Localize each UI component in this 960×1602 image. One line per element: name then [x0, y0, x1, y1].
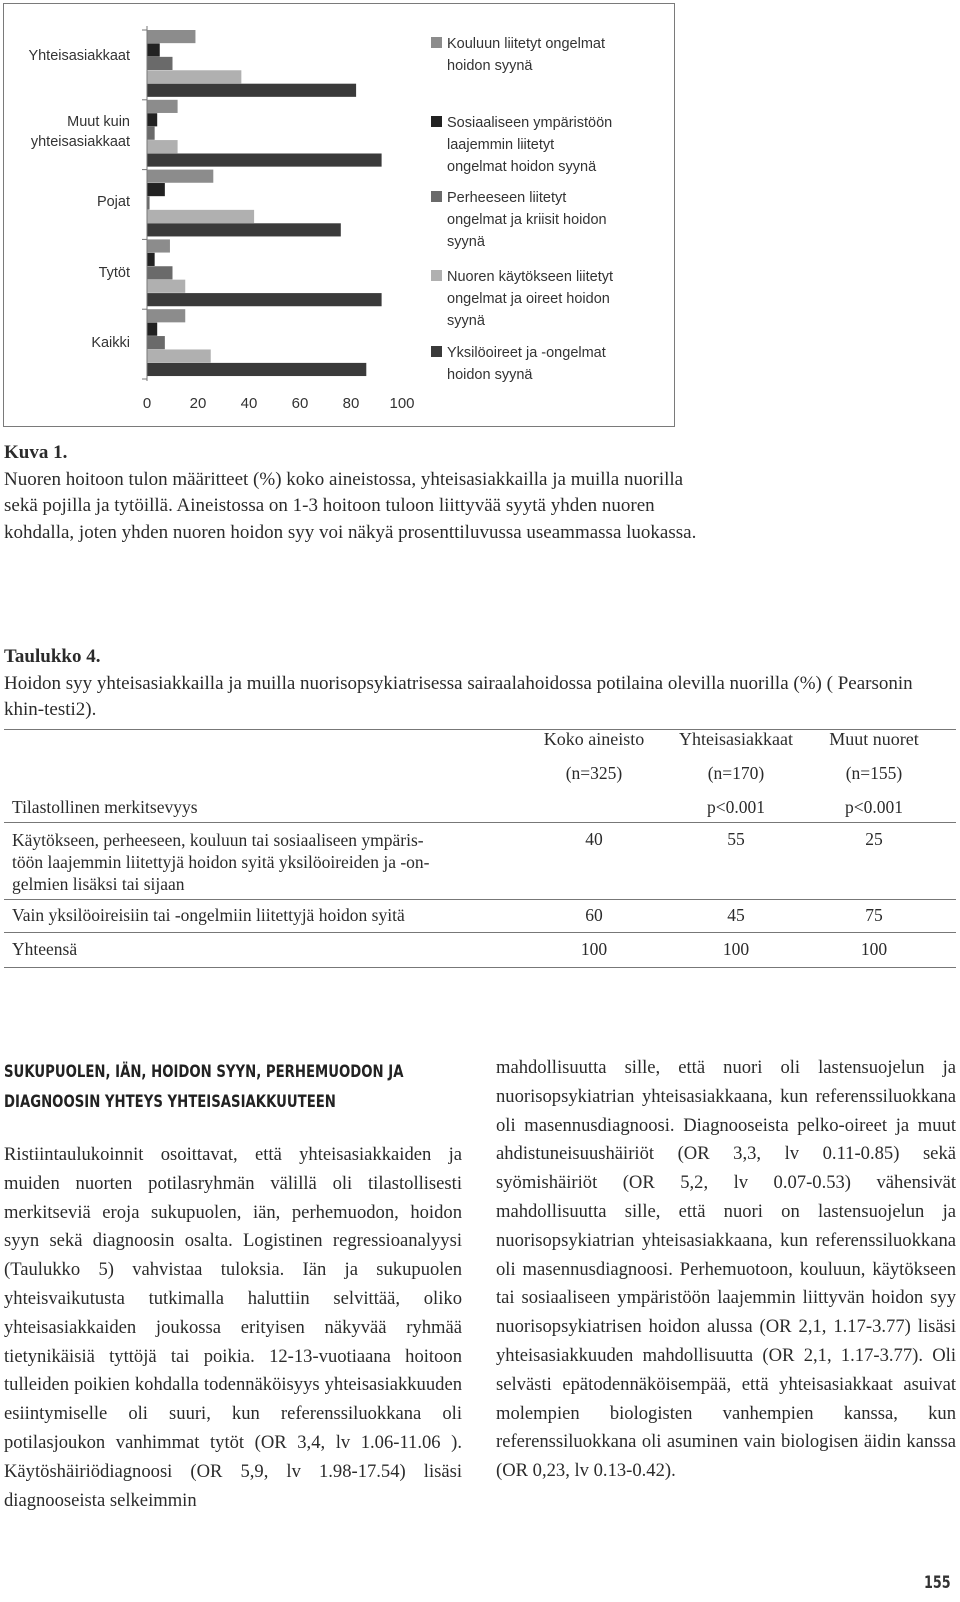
table-significance-label: Tilastollinen merkitsevyys — [12, 797, 198, 817]
figure-caption-text: Nuoren hoitoon tulon määritteet (%) koko aineistossa, yhteisasiakkailla ja muilla nuorilla sekä pojilla ja tytöillä. Aineistossa on 1-3 hoitoon tuloon liittyvää syytä yhden nuoren kohdalla, joten yhden nuoren hoidon syy voi näkyä prosenttiluvussa useammassa luokassa. — [4, 468, 697, 543]
legend-swatch — [431, 270, 442, 281]
category-label: Kaikki — [91, 335, 130, 351]
body-paragraph-left: Ristiintaulukoinnit osoittavat, että yhteisasiakkaiden ja muiden nuorten potilasryhmän välillä oli tilastollisesti merkitseviä eroja sukupuolen, iän, perhemuodon, hoidon syyn sekä diagnoosin osalta. Logistinen regressioanalyysi (Taulukko 5) vahvistaa tuloksia. Iän ja sukupuolen yhteisvaikutusta tutkimalla haluttiin selvittää, oliko yhteisasiakkaiden joukossa erityisen näkyvää ryhmää tietynikäisiä tyttöjä tai poikia. 12-13-vuotiaana hoitoon tulleiden poikien kohdalla todennäköisyys yhteisasiakkuuden esiintymiselle oli suuri, kun referenssiluokkana oli potilasjoukon vanhimmat tytöt (OR 3,4, lv 1.06-11.06 ). Käytöshäiriödiagnoosi (OR 5,9, lv 1.98-17.54) lisäsi diagnooseista selkeimmin — [4, 1144, 462, 1511]
bar — [147, 100, 178, 113]
bar-chart — [4, 4, 676, 428]
table-row-1-label — [12, 829, 430, 895]
table-bottom-rule — [4, 967, 956, 968]
bar — [147, 363, 366, 376]
table-rule — [4, 822, 956, 823]
bar — [147, 113, 157, 126]
legend-label: syynä — [447, 313, 485, 329]
category-label: Pojat — [96, 194, 130, 210]
legend-label: ongelmat ja oireet hoidon — [447, 291, 610, 307]
legend-label: hoidon syynä — [447, 367, 533, 383]
table-row-3-col-3: 100 — [860, 939, 888, 959]
legend-label: laajemmin liitetyt — [447, 137, 555, 153]
legend-label: Yksilöoireet ja -ongelmat — [447, 345, 606, 361]
section-heading-line: SUKUPUOLEN, IÄN, HOIDON SYYN, PERHEMUODON JA — [4, 1062, 404, 1082]
bar — [147, 280, 185, 293]
legend-label: ongelmat hoidon syynä — [447, 159, 597, 175]
table-count-col-1: (n=325) — [565, 763, 623, 783]
table-row-3-label: Yhteensä — [12, 939, 78, 959]
legend-swatch — [431, 37, 442, 48]
bar — [147, 153, 382, 166]
table-row-3-col-2: 100 — [722, 939, 750, 959]
section-heading-line: DIAGNOOSIN YHTEYS YHTEISASIAKKUUTEEN — [4, 1092, 336, 1112]
table-caption-label: Taulukko 4. — [4, 646, 101, 667]
table-count-col-3: (n=155) — [845, 763, 903, 783]
body-paragraph-right: mahdollisuutta sille, että nuori oli lastensuojelun ja nuorisopsykiatrian yhteisasiakkaana, kun referenssiluokkana oli masennusdiagnoosi. Diagnooseista pelko-oireet ja muut ahdistuneisuushäiriöt (OR 3,3, lv 0.11-0.85) sekä syömishäiriöt (OR 5,2, lv 0.07-0.53) vähensivät mahdollisuutta sille, että nuori on lastensuojelun ja nuorisopsykiatrian yhteisasiakkaana, kun referenssiluokkana oli masennusdiagnoosi. Perhemuotoon, kouluun, käytökseen tai sosiaaliseen ympäristöön laajemmin liittyvän hoidon syy nuorisopsykiatrisen hoidon alussa (OR 2,1, 1.17-3.77) lisäsi yhteisasiakkuuden mahdollisuutta (OR 2,1, 1.17-3.77). Oli selvästi epätodennäköisempää, että yhteisasiakkaat asuivat molempien biologisten vanhempien kanssa, kun referenssiluokkana oli asuminen vain biologisen äidin kanssa (OR 0,23, lv 0.13-0.42). — [496, 1057, 956, 1482]
category-label: Muut kuin — [67, 114, 130, 130]
x-tick-label: 80 — [342, 395, 360, 412]
bar — [147, 309, 185, 322]
legend-swatch — [431, 346, 442, 357]
bar — [147, 57, 173, 70]
legend-label: Sosiaaliseen ympäristöön — [447, 115, 613, 131]
table-row-2-label: Vain yksilöoireisiin tai -ongelmiin liitettyjä hoidon syitä — [12, 905, 405, 925]
table-row-1-col-1: 40 — [585, 829, 603, 849]
table-header-col-1: Koko aineisto — [543, 729, 645, 749]
table-rule — [4, 932, 956, 933]
table-row-3-col-1: 100 — [580, 939, 608, 959]
bar — [147, 84, 356, 97]
table-rule — [4, 899, 956, 900]
table-row-1-col-2: 55 — [727, 829, 745, 849]
table-row-1-label-line: gelmien lisäksi tai sijaan — [12, 874, 185, 894]
table-row-1-col-3: 25 — [865, 829, 883, 849]
table-caption — [4, 644, 954, 724]
bar — [147, 323, 157, 336]
table-row-2-col-3: 75 — [865, 905, 883, 925]
table-row-2-col-2: 45 — [727, 905, 745, 925]
legend-swatch — [431, 191, 442, 202]
table-count-col-2: (n=170) — [707, 763, 765, 783]
category-label: yhteisasiakkaat — [30, 134, 130, 150]
bar — [147, 210, 254, 223]
bar — [147, 43, 160, 56]
legend-label: syynä — [447, 234, 485, 250]
bar — [147, 266, 173, 279]
figure-chart-frame — [3, 3, 675, 427]
category-label: Tytöt — [98, 265, 130, 281]
table-row-1-label-line: töön laajemmin liitettyjä hoidon syitä yksilöoireiden ja -on- — [12, 852, 430, 872]
legend-label: ongelmat ja kriisit hoidon — [447, 212, 607, 228]
figure-caption-label: Kuva 1. — [4, 442, 68, 463]
bar — [147, 183, 165, 196]
legend-label: Kouluun liitetyt ongelmat — [447, 36, 605, 52]
page-number: 155 — [924, 1573, 951, 1593]
bar — [147, 140, 178, 153]
body-column-right — [496, 1054, 956, 1486]
table-row-1-label-line: Käytökseen, perheeseen, kouluun tai sosiaaliseen ympäris- — [12, 830, 424, 850]
x-tick-label: 40 — [240, 395, 258, 412]
bar — [147, 293, 382, 306]
table-row-2-col-1: 60 — [585, 905, 603, 925]
x-tick-label: 60 — [291, 395, 309, 412]
x-tick-label: 100 — [389, 395, 415, 412]
bar — [147, 170, 213, 183]
bar — [147, 239, 170, 252]
bar — [147, 223, 341, 236]
table-header-col-2: Yhteisasiakkaat — [679, 729, 793, 749]
table-caption-text: Hoidon syy yhteisasiakkailla ja muilla nuorisopsykiatrisessa sairaalahoidossa potilaina olevilla nuorilla (%) ( Pearsonin khin-testi2). — [4, 672, 913, 720]
legend-label: hoidon syynä — [447, 58, 533, 74]
category-label: Yhteisasiakkaat — [28, 48, 130, 64]
section-heading — [4, 1057, 410, 1117]
legend-label: Nuoren käytökseen liitetyt — [447, 269, 614, 285]
bar — [147, 30, 195, 43]
x-tick-label: 0 — [142, 395, 152, 412]
x-tick-label: 20 — [189, 395, 207, 412]
table-header-col-3: Muut nuoret — [829, 729, 919, 749]
legend-swatch — [431, 116, 442, 127]
table-significance-col-2: p<0.001 — [707, 797, 765, 817]
bar — [147, 127, 155, 140]
bar — [147, 70, 241, 83]
figure-caption — [4, 440, 704, 546]
bar — [147, 253, 155, 266]
table-significance-col-3: p<0.001 — [845, 797, 903, 817]
bar — [147, 336, 165, 349]
body-column-left — [4, 1141, 462, 1515]
bar — [147, 349, 211, 362]
legend-label: Perheeseen liitetyt — [447, 190, 567, 206]
